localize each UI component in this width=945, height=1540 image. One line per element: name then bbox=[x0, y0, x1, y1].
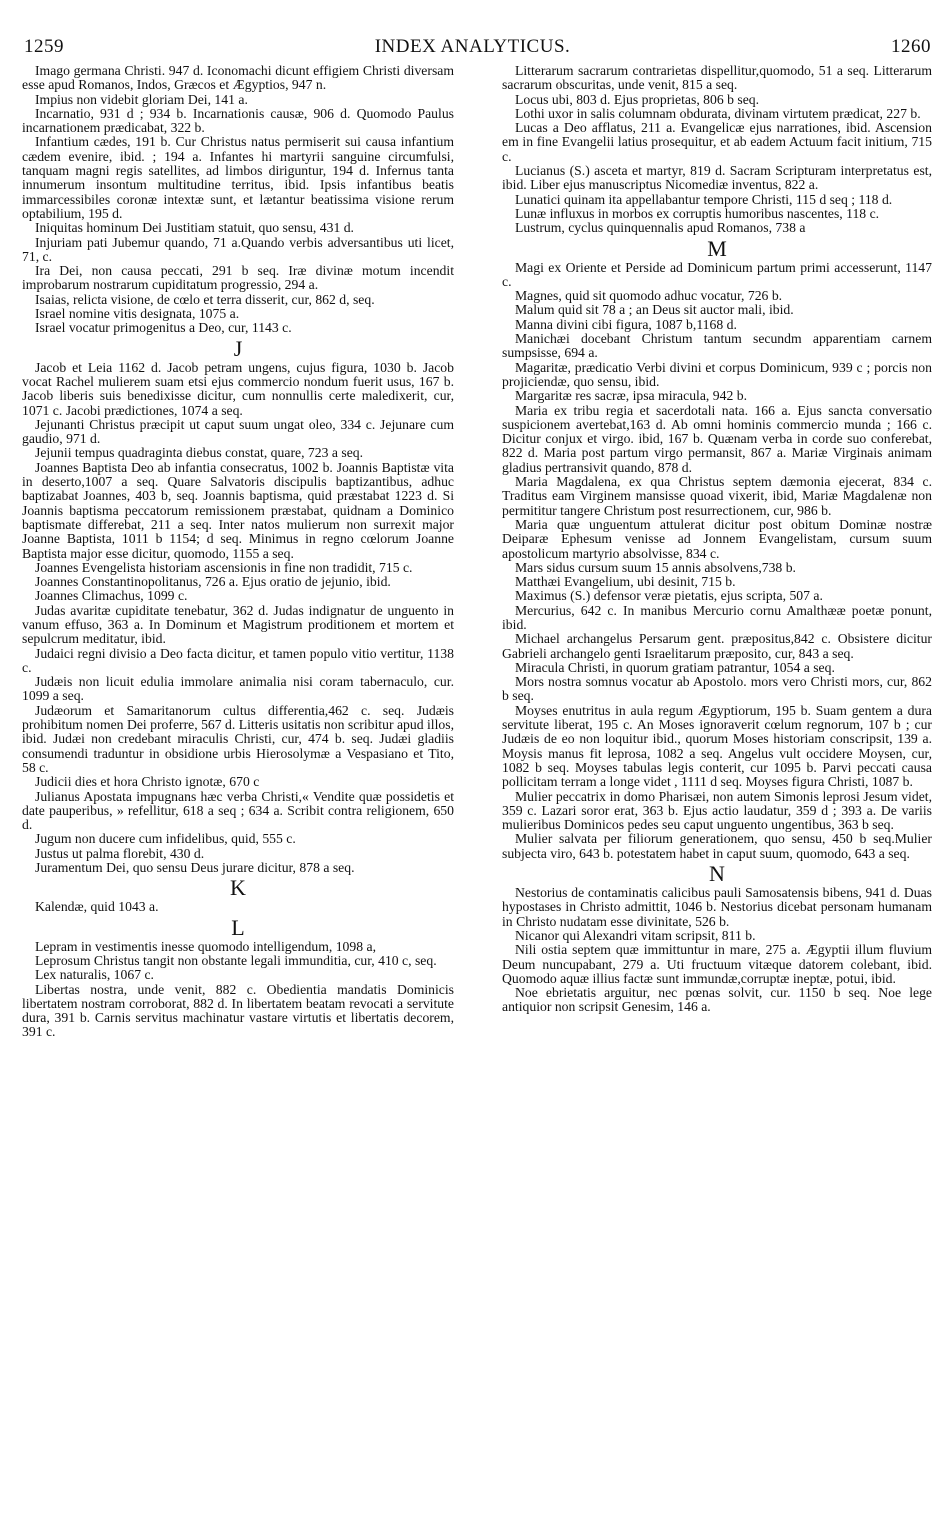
index-entry: Isaias, relicta visione, de cœlo et terra disserit, cur, 862 d, seq. bbox=[35, 291, 375, 307]
index-entry: Mars sidus cursum suum 15 annis absolvens,738 b. bbox=[515, 559, 796, 575]
index-entry: Margaritæ res sacræ, ipsa miracula, 942 b. bbox=[515, 388, 747, 404]
index-entry: Jejunanti Christus præcipit ut caput suum ungat oleo, 334 c. Jejunare cum gaudio, 971 d. bbox=[22, 416, 454, 447]
index-entry: Maria Magdalena, ex qua Christus septem dæmonia ejecerat, 834 c. Traditus eam Virginem mansisse quoad vixerit, ibid, Mariæ Magdalenæ non permititur tangere Christum post resurrectionem, cur, 986 b. bbox=[502, 474, 932, 518]
index-entry: Magnes, quid sit quomodo adhuc vocatur, 726 b. bbox=[515, 288, 783, 304]
index-entry: Judicii dies et hora Christo ignotæ, 670 c bbox=[35, 774, 260, 790]
index-entry: Jacob et Leia 1162 d. Jacob petram ungens, cujus figura, 1030 b. Jacob vocat Rachel mulierem suam etsi ejus commercio nondum fuerit usus, 167 b. Jacob liberis suis benedixisse dicitur, cum nonnullis certe maledixerit, cur, 1071 c. Jacobi prædictiones, 1074 a seq. bbox=[22, 359, 454, 418]
index-entry: Lex naturalis, 1067 c. bbox=[35, 967, 154, 983]
index-entry: Magaritæ, prædicatio Verbi divini et corpus Dominicum, 939 c ; porcis non projiciendæ, quo sensu, ibid. bbox=[502, 359, 932, 389]
index-entry: Lunæ influxus in morbos ex corruptis humoribus nascentes, 118 c. bbox=[515, 205, 880, 221]
index-entry: Mulier peccatrix in domo Pharisæi, non autem Simonis leprosi Jesum videt, 359 c. Lazari soror erat, 363 b. Ejus actio laudatur, 359 d ; 393 a. De variis mulieribus Dominicos pedes seu caput unguento ungentibus, 363 b seq. bbox=[502, 788, 932, 833]
index-entry: Joannes Climachus, 1099 c. bbox=[35, 588, 188, 604]
index-entry: Manichæi docebant Christum tantum secundm apparentiam carnem sumpsisse, 694 a. bbox=[502, 331, 932, 361]
section-letter-heading: M bbox=[707, 235, 727, 261]
index-entry: Joannes Baptista Deo ab infantia consecratus, 1002 b. Joannis Baptistæ vita in deserto,1007 a seq. Quare Salvatoris discipulis baptizantibus, adhuc baptizabat Joannes, 403 b, seq. Joannis baptisma, quid præstabat 1223 d. Si Joannis baptisma peccatorum remissionem præstabat, quidnam a Dominico baptismate differebat, 211 a seq. Inter natos mulierum non surrexit major Joanne Baptista, 1011 b 1154; d seq. Minimus in regno cœlorum Joanne Baptista major esse dicitur, quomodo, 1155 a seq. bbox=[22, 459, 454, 561]
section-letter-heading: N bbox=[709, 861, 725, 887]
index-entry: Mercurius, 642 c. In manibus Mercurio cornu Amalthææ poetæ ponunt, ibid. bbox=[502, 602, 932, 632]
index-entry: Maria ex tribu regia et sacerdotali nata. 166 a. Ejus sancta conversatio suspicionem avertebat,163 d. Ab omni hominis commercio munda ; 166 c. Dicitur conjux et virgo. ibid, 167 b. Quænam verba in corde suo conferebat, 822 d. Maria post partum virgo permansit, 867 a. Mariæ Virginais animam gladius pertransivit quando, 878 d. bbox=[502, 402, 932, 475]
left-index-column bbox=[22, 64, 454, 1040]
index-entry: Lunatici quinam ita appellabantur tempore Christi, 115 d seq ; 118 d. bbox=[515, 191, 893, 207]
index-entry: Infantium cædes, 191 b. Cur Christus natus permiserit sui causa infantium cædem evenire, ibid. ; 194 a. Infantes hi martyrii sanguine circumfulsi, tanquam magni regis satellites, ad limbos diriguntur, 194 d. Infernus tanta innumerum insontum multitudine territus, ibid. Ipsis infantibus beatis immarcessibiles coronæ intextæ sunt, et lætantur beatissima visione rerum optabilium, 195 d. bbox=[22, 134, 454, 221]
index-entry: Israel nomine vitis designata, 1075 a. bbox=[35, 306, 240, 322]
section-letter-heading: L bbox=[231, 914, 245, 940]
index-entry: Jejunii tempus quadraginta diebus constat, quare, 723 a seq. bbox=[35, 445, 364, 461]
index-entry: Lothi uxor in salis columnam obdurata, divinam virtutem prædicat, 227 b. bbox=[515, 105, 921, 121]
index-entry: Lustrum, cyclus quinquennalis apud Romanos, 738 a bbox=[515, 220, 806, 236]
running-title: INDEX ANALYTICUS. bbox=[374, 36, 571, 57]
index-entry: Mors nostra somnus vocatur ab Apostolo. mors vero Christi mors, cur, 862 b seq. bbox=[502, 674, 932, 704]
index-entry: Imago germana Christi. 947 d. Iconomachi dicunt effigiem Christi diversam esse apud Romanos, Indos, Græcos et Ægyptios, 947 n. bbox=[22, 63, 454, 93]
index-entry: Iniquitas hominum Dei Justitiam statuit, quo sensu, 431 d. bbox=[35, 220, 354, 236]
index-entry: Nestorius de contaminatis calicibus pauli Samosatensis bibens, 941 d. Duas hypostases in Christo admittit, 1046 b. Nestorius dicebat personam humanam in Christo nudatam esse divinitate, 526 b. bbox=[502, 885, 932, 929]
index-entry: Lucas a Deo afflatus, 211 a. Evangelicæ ejus narrationes, ibid. Ascension em in fine Evangelii latius prosequitur, et ab eadem Actuum facit initium, 715 c. bbox=[502, 120, 932, 164]
index-entry: Moyses enutritus in aula regum Ægyptiorum, 195 b. Suam gentem a dura servitute liberat, 195 c. An Moses ignoraverit cœlum regnorum, 107 b ; cur Judæis de eo non loquitur ibid., quorum Moses historiam conscripsit, 139 a. Moysis manus fit leprosa, 1082 a seq. Angelus vult occidere Moysen, cur, 1082 b seq. Moyses tabulas legis conterit, cur 1095 b. Parvi peccati causa pollicitam terram a longe videt , 1111 d seq. Moyses figura Christi, 1087 b. bbox=[502, 702, 932, 790]
index-entry: Israel vocatur primogenitus a Deo, cur, 1143 c. bbox=[35, 320, 292, 336]
index-entry: Matthæi Evangelium, ubi desinit, 715 b. bbox=[515, 574, 736, 590]
index-entry: Litterarum sacrarum contrarietas dispellitur,quomodo, 51 a seq. Litterarum sacrarum obscuritas, unde venit, 815 a seq. bbox=[502, 63, 932, 93]
index-entry: Mulier salvata per filiorum generationem, quo sensu, 450 b seq.Mulier subjecta viro, 643 b. potestatem habet in caput suum, quomodo, 643 a seq. bbox=[502, 831, 932, 861]
index-entry: Impius non videbit gloriam Dei, 141 a. bbox=[35, 91, 248, 107]
index-entry: Malum quid sit 78 a ; an Deus sit auctor mali, ibid. bbox=[515, 302, 794, 318]
index-entry: Injuriam pati Jubemur quando, 71 a.Quando verbis adversantibus uti licet, 71, c. bbox=[22, 234, 454, 264]
index-entry: Maximus (S.) defensor veræ pietatis, ejus scripta, 507 a. bbox=[515, 588, 823, 604]
index-entry: Ira Dei, non causa peccati, 291 b seq. Iræ divinæ motum incendit improbarum nostrarum cupiditatum progressio, 294 a. bbox=[22, 263, 454, 293]
index-entry: Miracula Christi, in quorum gratiam patrantur, 1054 a seq. bbox=[515, 659, 835, 675]
index-entry: Lepram in vestimentis inesse quomodo intelligendum, 1098 a, bbox=[35, 938, 376, 954]
page-number-right: 1260 bbox=[891, 36, 931, 57]
page-number-left: 1259 bbox=[24, 36, 64, 57]
index-entry: Incarnatio, 931 d ; 934 b. Incarnationis causæ, 906 d. Quomodo Paulus incarnationem prædicabat, 322 b. bbox=[22, 105, 454, 136]
index-entry: Maria quæ unguentum attulerat dicitur post obitum Dominæ nostræ Deiparæ Ephesum venisse ad Jonnem Evangelistam, cursum suum apostolicum martyrio absolvisse, 834 c. bbox=[502, 516, 932, 561]
index-entry: Noe ebrietatis arguitur, nec pœnas solvit, cur. 1150 b seq. Noe lege antiquior non scripsit Genesim, 146 a. bbox=[502, 985, 932, 1015]
index-entry: Libertas nostra, unde venit, 882 c. Obedientia mandatis Dominicis libertatem nostram corroborat, 882 d. In libertatem beatam revocati a servitute dura, 391 b. Carnis servitus machinatur vastare virtutis et libertatis decorem, 391 c. bbox=[22, 981, 454, 1040]
index-entry: Locus ubi, 803 d. Ejus proprietas, 806 b seq. bbox=[515, 91, 760, 107]
index-entry: Lucianus (S.) asceta et martyr, 819 d. Sacram Scripturam interpretatus est, ibid. Liber ejus manuscriptus Nicomediæ inventus, 822 a. bbox=[502, 163, 932, 193]
index-entry: Judaici regni divisio a Deo facta dicitur, et tamen populo vitio vertitur, 1138 c. bbox=[22, 645, 454, 675]
index-entry: Kalendæ, quid 1043 a. bbox=[35, 899, 159, 915]
index-entry: Manna divini cibi figura, 1087 b,1168 d. bbox=[515, 316, 737, 332]
index-entry: Judæis non licuit edulia immolare animalia nisi coram tabernaculo, cur. 1099 a seq. bbox=[22, 674, 454, 704]
index-entry: Joannes Constantinopolitanus, 726 a. Ejus oratio de jejunio, ibid. bbox=[35, 574, 391, 590]
index-entry: Julianus Apostata impugnans hæc verba Christi,« Vendite quæ possidetis et date pauperibus, » refellitur, 618 a seq ; 634 a. Scribit contra religionem, 650 d. bbox=[22, 788, 454, 833]
index-entry: Judæorum et Samaritanorum cultus differentia,462 c. seq. Judæis prohibitum nomen Dei proferre, 567 d. Litteris usitatis non scribitur apud illos, ibid. Judæi non credebant miraculis Christi, cur, 474 b. seq. Judæi gladiis consumendi traduntur in obsidione urbis Hierosolymæ a Vespasiano et Tito, 58 c. bbox=[22, 702, 454, 775]
index-entry: Nili ostia septem quæ immittuntur in mare, 275 a. Ægyptii illum fluvium Deum nuncupabant, 279 a. Uti fructuum vitæque datorem colebant, ibid. Quomodo aquæ illius factæ sunt immundæ,corruptæ ineptæ, potui, ibid. bbox=[502, 942, 932, 986]
index-entry: Nicanor qui Alexandri vitam scripsit, 811 b. bbox=[515, 927, 756, 943]
index-entry: Jugum non ducere cum infidelibus, quid, 555 c. bbox=[35, 831, 296, 847]
section-letter-heading: K bbox=[230, 875, 246, 901]
index-entry: Joannes Evengelista historiam ascensionis in fine non tradidit, 715 c. bbox=[35, 559, 413, 575]
index-entry: Justus ut palma florebit, 430 d. bbox=[35, 845, 205, 861]
right-index-column bbox=[502, 64, 932, 1015]
section-letter-heading: J bbox=[233, 335, 243, 361]
index-entry: Juramentum Dei, quo sensu Deus jurare dicitur, 878 a seq. bbox=[35, 860, 355, 876]
index-entry: Michael archangelus Persarum gent. præpositus,842 c. Obsistere dicitur Gabrieli archangelo genti Israelitarum præposito, cur, 843 a seq. bbox=[502, 631, 932, 661]
index-entry: Judas avaritæ cupiditate tenebatur, 362 d. Judas indignatur de unguento in vanum effuso, 363 a. In Dominum et Magistrum proditionem et mortem et sepulcrum meditatur, ibid. bbox=[22, 602, 454, 647]
index-entry: Magi ex Oriente et Perside ad Dominicum partum primi accesserunt, 1147 c. bbox=[502, 259, 932, 289]
index-entry: Leprosum Christus tangit non obstante legali immunditia, cur, 410 c, seq. bbox=[35, 952, 437, 968]
